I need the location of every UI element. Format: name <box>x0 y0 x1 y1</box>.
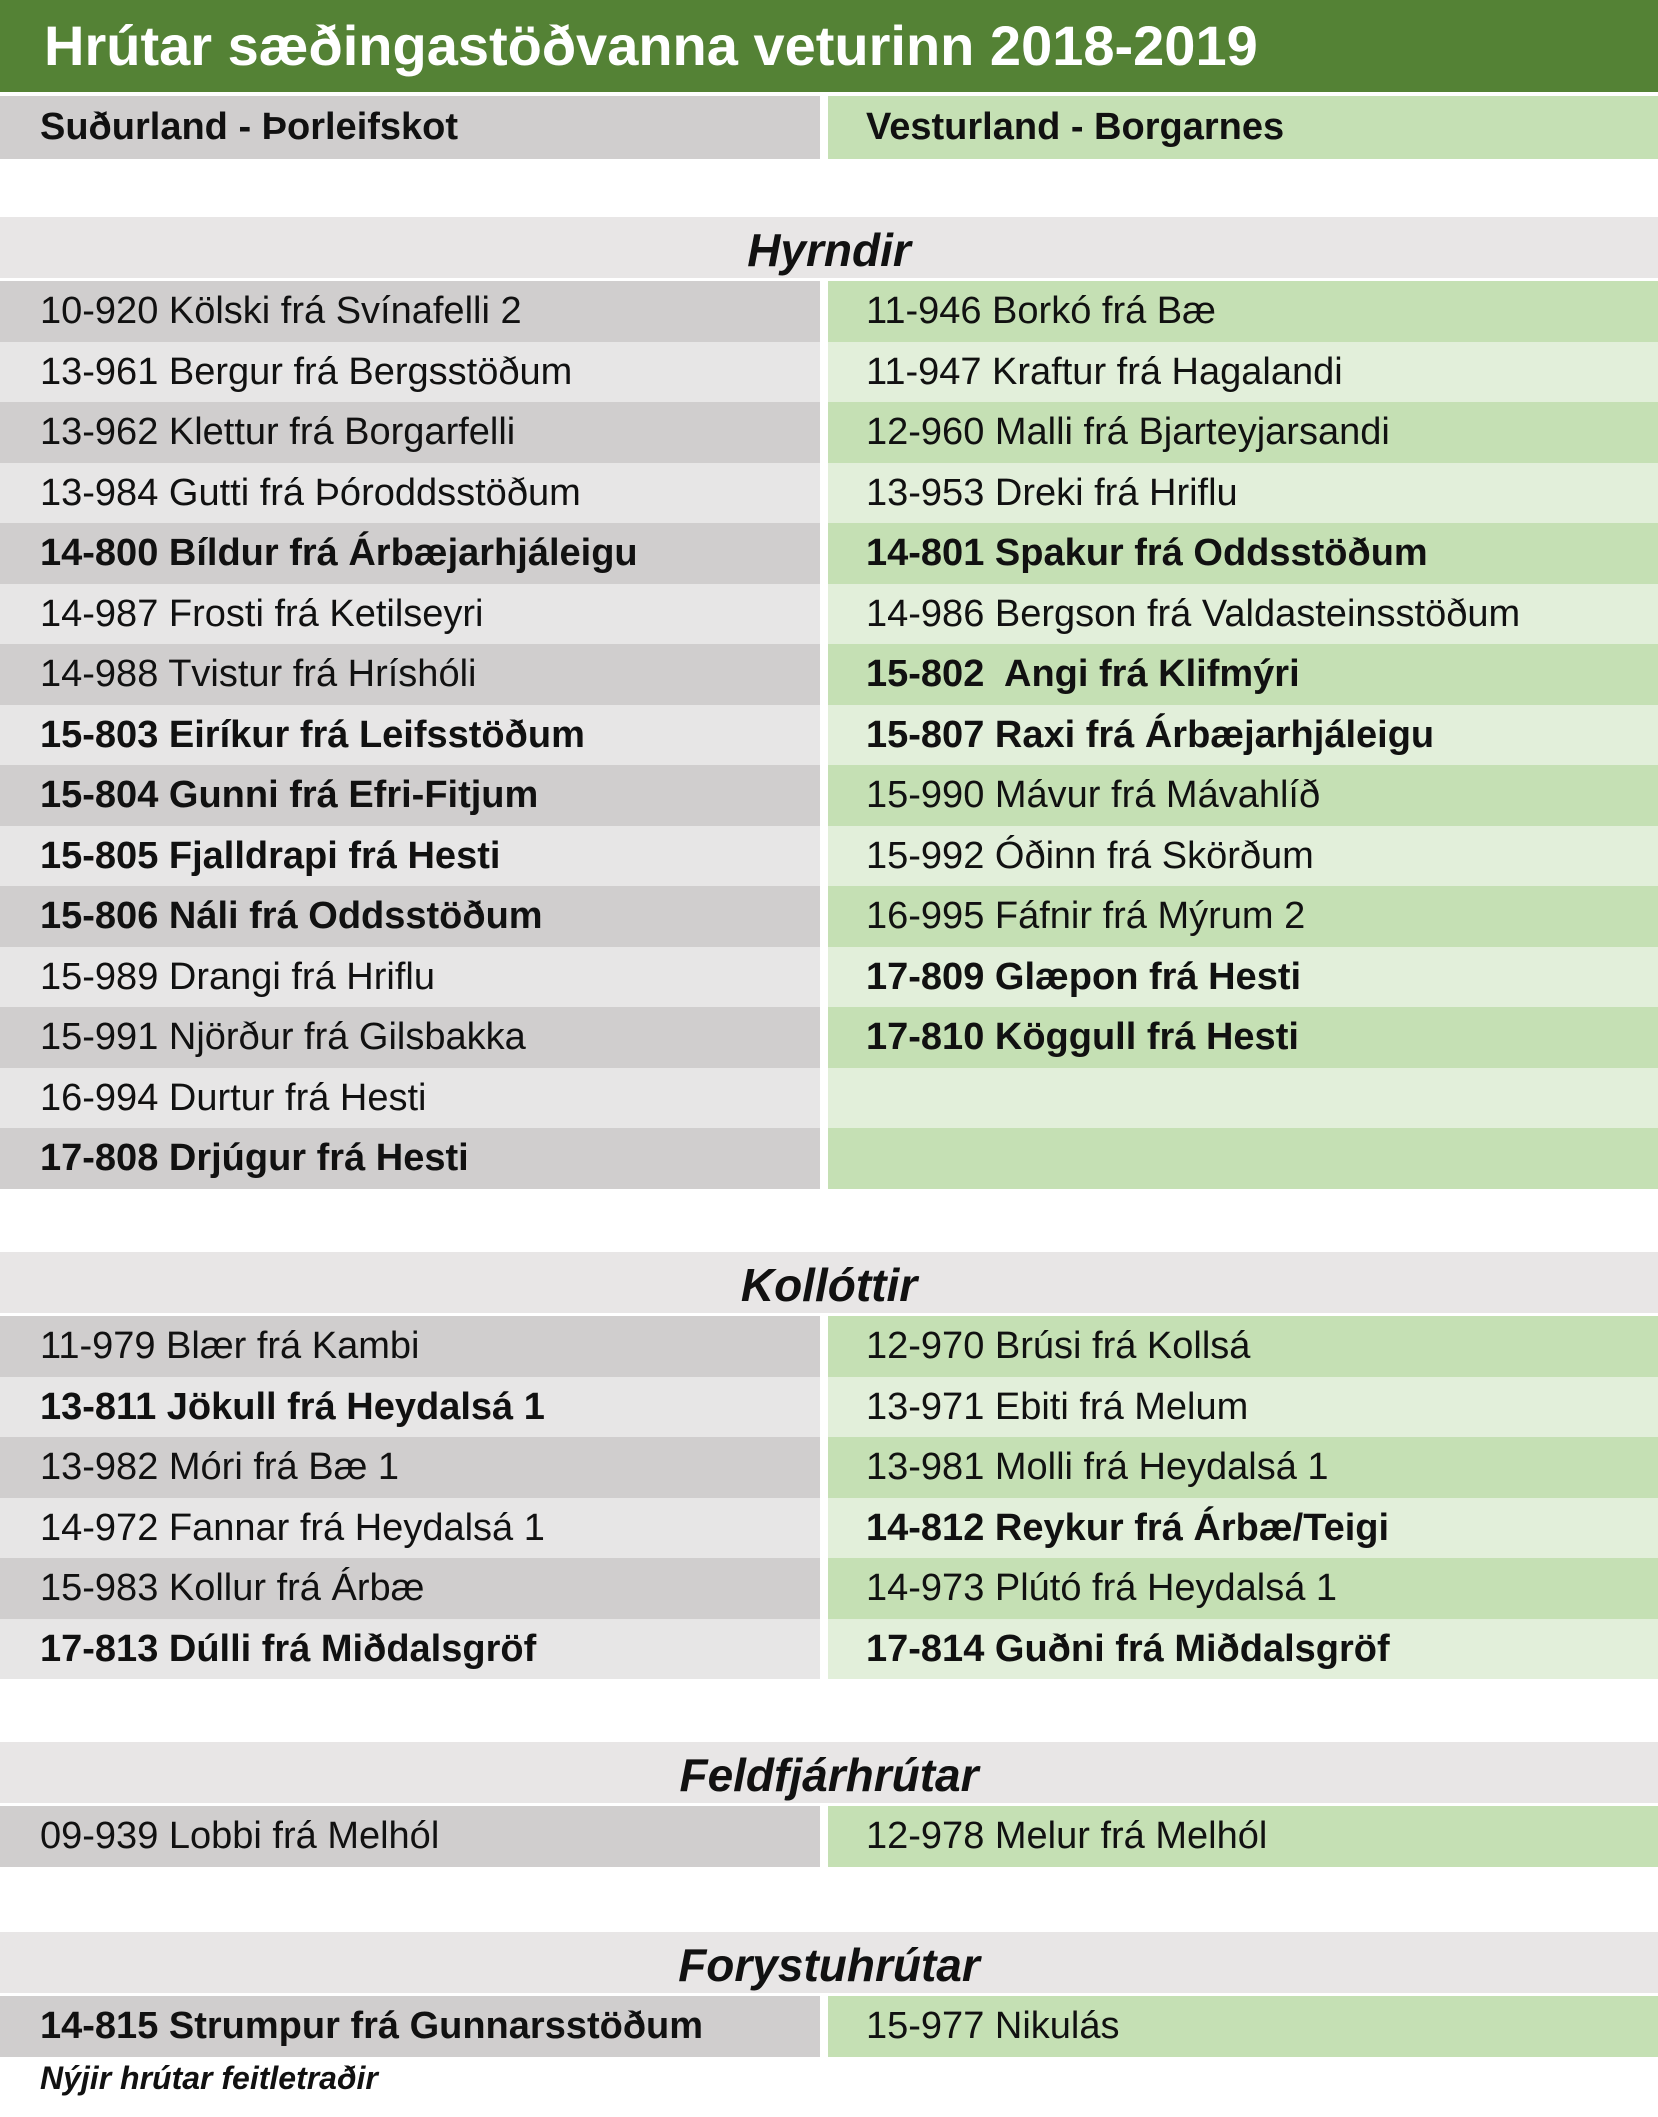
ram-entry-vesturland: 11-946 Borkó frá Bæ <box>828 281 1658 342</box>
ram-entry-vesturland: 15-807 Raxi frá Árbæjarhjáleigu <box>828 705 1658 766</box>
ram-entry-vesturland: 14-801 Spakur frá Oddsstöðum <box>828 523 1658 584</box>
table-row <box>0 1068 1658 1129</box>
table-row <box>0 1007 1658 1068</box>
ram-entry-vesturland: 17-809 Glæpon frá Hesti <box>828 947 1658 1008</box>
ram-entry-vesturland: 17-814 Guðni frá Miðdalsgröf <box>828 1619 1658 1680</box>
table-row <box>0 705 1658 766</box>
section-kollottir <box>0 1252 1658 1679</box>
ram-entry-sudurland: 15-983 Kollur frá Árbæ <box>0 1558 820 1619</box>
ram-entry-vesturland <box>828 1128 1658 1189</box>
ram-entry-vesturland: 15-990 Mávur frá Mávahlíð <box>828 765 1658 826</box>
region-left-header: Suðurland - Þorleifskot <box>0 96 820 159</box>
table-row <box>0 1806 1658 1867</box>
ram-entry-sudurland: 09-939 Lobbi frá Melhól <box>0 1806 820 1867</box>
section-forystuhrutar <box>0 1932 1658 2057</box>
ram-entry-sudurland: 13-984 Gutti frá Þóroddsstöðum <box>0 463 820 524</box>
ram-entry-vesturland: 15-992 Óðinn frá Skörðum <box>828 826 1658 887</box>
table-row <box>0 523 1658 584</box>
section-rows <box>0 281 1658 1189</box>
ram-entry-sudurland: 14-815 Strumpur frá Gunnarsstöðum <box>0 1996 820 2057</box>
ram-entry-sudurland: 14-972 Fannar frá Heydalsá 1 <box>0 1498 820 1559</box>
table-row <box>0 765 1658 826</box>
ram-entry-sudurland: 13-961 Bergur frá Bergsstöðum <box>0 342 820 403</box>
ram-entry-sudurland: 11-979 Blær frá Kambi <box>0 1316 820 1377</box>
ram-entry-vesturland: 13-981 Molli frá Heydalsá 1 <box>828 1437 1658 1498</box>
section-feldfjarhrutar <box>0 1742 1658 1867</box>
ram-entry-sudurland: 15-803 Eiríkur frá Leifsstöðum <box>0 705 820 766</box>
section-rows <box>0 1806 1658 1867</box>
section-heading: Feldfjárhrútar <box>0 1742 1658 1803</box>
footnote: Nýjir hrútar feitletraðir <box>40 2060 378 2096</box>
section-heading: Forystuhrútar <box>0 1932 1658 1993</box>
table-row <box>0 1619 1658 1680</box>
ram-entry-vesturland: 13-953 Dreki frá Hriflu <box>828 463 1658 524</box>
table-row <box>0 947 1658 1008</box>
ram-entry-sudurland: 15-806 Náli frá Oddsstöðum <box>0 886 820 947</box>
table-row <box>0 1437 1658 1498</box>
ram-entry-sudurland: 13-982 Móri frá Bæ 1 <box>0 1437 820 1498</box>
ram-entry-vesturland: 14-812 Reykur frá Árbæ/Teigi <box>828 1498 1658 1559</box>
table-row <box>0 463 1658 524</box>
ram-entry-sudurland: 14-987 Frosti frá Ketilseyri <box>0 584 820 645</box>
table-row <box>0 281 1658 342</box>
table-row <box>0 584 1658 645</box>
ram-entry-sudurland: 13-962 Klettur frá Borgarfelli <box>0 402 820 463</box>
region-right-header: Vesturland - Borgarnes <box>828 96 1658 159</box>
ram-entry-vesturland: 13-971 Ebiti frá Melum <box>828 1377 1658 1438</box>
ram-entry-vesturland: 11-947 Kraftur frá Hagalandi <box>828 342 1658 403</box>
table-row <box>0 826 1658 887</box>
ram-entry-vesturland: 12-960 Malli frá Bjarteyjarsandi <box>828 402 1658 463</box>
table-row <box>0 886 1658 947</box>
ram-entry-sudurland: 17-808 Drjúgur frá Hesti <box>0 1128 820 1189</box>
table-row <box>0 644 1658 705</box>
ram-entry-sudurland: 14-988 Tvistur frá Hríshóli <box>0 644 820 705</box>
section-heading: Hyrndir <box>0 217 1658 278</box>
table-row <box>0 1558 1658 1619</box>
section-heading: Kollóttir <box>0 1252 1658 1313</box>
table-row <box>0 1498 1658 1559</box>
ram-entry-sudurland: 10-920 Kölski frá Svínafelli 2 <box>0 281 820 342</box>
region-header-row <box>0 96 1658 159</box>
ram-entry-vesturland: 17-810 Köggull frá Hesti <box>828 1007 1658 1068</box>
table-row <box>0 1128 1658 1189</box>
ram-entry-sudurland: 15-805 Fjalldrapi frá Hesti <box>0 826 820 887</box>
ram-entry-sudurland: 13-811 Jökull frá Heydalsá 1 <box>0 1377 820 1438</box>
table-row <box>0 342 1658 403</box>
section-hyrndir <box>0 217 1658 1189</box>
ram-entry-vesturland <box>828 1068 1658 1129</box>
ram-entry-sudurland: 15-989 Drangi frá Hriflu <box>0 947 820 1008</box>
ram-entry-vesturland: 14-973 Plútó frá Heydalsá 1 <box>828 1558 1658 1619</box>
ram-entry-vesturland: 15-802 Angi frá Klifmýri <box>828 644 1658 705</box>
table-row <box>0 402 1658 463</box>
table-row <box>0 1996 1658 2057</box>
page-title: Hrútar sæðingastöðvanna veturinn 2018-2019 <box>0 0 1658 92</box>
ram-entry-sudurland: 16-994 Durtur frá Hesti <box>0 1068 820 1129</box>
ram-entry-vesturland: 16-995 Fáfnir frá Mýrum 2 <box>828 886 1658 947</box>
table-row <box>0 1316 1658 1377</box>
ram-entry-vesturland: 12-970 Brúsi frá Kollsá <box>828 1316 1658 1377</box>
ram-entry-vesturland: 15-977 Nikulás <box>828 1996 1658 2057</box>
ram-entry-sudurland: 14-800 Bíldur frá Árbæjarhjáleigu <box>0 523 820 584</box>
ram-entry-sudurland: 15-991 Njörður frá Gilsbakka <box>0 1007 820 1068</box>
ram-entry-sudurland: 15-804 Gunni frá Efri-Fitjum <box>0 765 820 826</box>
ram-entry-vesturland: 14-986 Bergson frá Valdasteinsstöðum <box>828 584 1658 645</box>
ram-entry-vesturland: 12-978 Melur frá Melhól <box>828 1806 1658 1867</box>
table-row <box>0 1377 1658 1438</box>
ram-entry-sudurland: 17-813 Dúlli frá Miðdalsgröf <box>0 1619 820 1680</box>
section-rows <box>0 1316 1658 1679</box>
section-rows <box>0 1996 1658 2057</box>
